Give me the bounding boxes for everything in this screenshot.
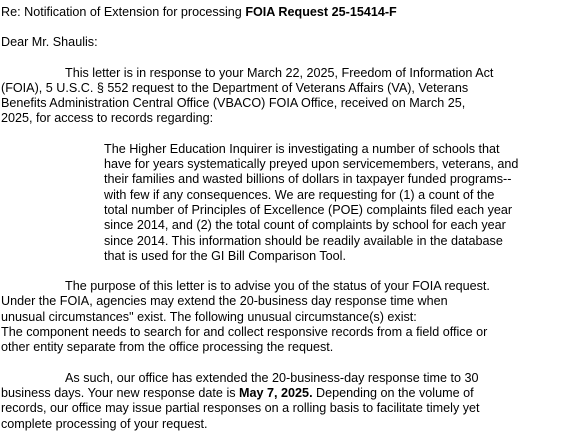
paragraph-line: This letter is in response to your March 22, 2025, Freedom of Information Act (65, 65, 494, 80)
quote-line: since 2014. This information should be readily available in the database (104, 233, 503, 248)
new-response-date: May 7, 2025. (239, 385, 313, 400)
subject-line (1, 5, 562, 20)
paragraph-line: 2025, for access to records regarding: (1, 111, 214, 126)
paragraph-line: The purpose of this letter is to advise you of the status of your FOIA request. (65, 279, 490, 294)
paragraph-line: (FOIA), 5 U.S.C. § 552 request to the Department of Veterans Affairs (VA), Veterans (1, 80, 469, 95)
quote-line: that is used for the GI Bill Comparison Tool. (104, 248, 346, 263)
foia-request-number: FOIA Request 25-15414-F (245, 5, 397, 19)
paragraph-status (1, 279, 562, 355)
paragraph-line: Under the FOIA, agencies may extend the 20-business day response time when (1, 294, 448, 309)
quote-line: total number of Principles of Excellence (POE) complaints filed each year (104, 202, 513, 217)
paragraph-line: other entity separate from the office processing the request. (1, 340, 334, 355)
paragraph-response (1, 66, 562, 127)
quote-line: The Higher Education Inquirer is investigating a number of schools that (104, 141, 500, 156)
text-fragment: business days. Your new response date is (1, 385, 240, 400)
quote-line: since 2014, and (2) the total count of complaints by school for each year (104, 218, 506, 233)
salutation: Dear Mr. Shaulis: (1, 35, 98, 50)
paragraph-line: records, our office may issue partial responses on a rolling basis to facilitate timely yet (1, 401, 480, 416)
paragraph-line: The component needs to search for and collect responsive records from a field office or (1, 325, 488, 340)
paragraph-line: As such, our office has extended the 20-business-day response time to 30 (65, 370, 479, 385)
subject-prefix: Re: Notification of Extension for processing (1, 5, 246, 19)
paragraph-extension (1, 371, 562, 432)
quote-line: their families and wasted billions of dollars in taxpayer funded programs-- (104, 172, 512, 187)
quote-line: have for years systematically preyed upon servicemembers, veterans, and (104, 157, 519, 172)
quote-line: with few if any consequences. We are requesting for (1) a count of the (104, 187, 495, 202)
request-quote (1, 142, 562, 264)
paragraph-line: Benefits Administration Central Office (VBACO) FOIA Office, received on March 25, (1, 96, 466, 111)
paragraph-line: complete processing of your request. (1, 416, 208, 431)
paragraph-line: unusual circumstances" exist. The following unusual circumstance(s) exist: (1, 309, 417, 324)
paragraph-line (1, 386, 562, 401)
text-fragment: Depending on the volume of (312, 385, 474, 400)
